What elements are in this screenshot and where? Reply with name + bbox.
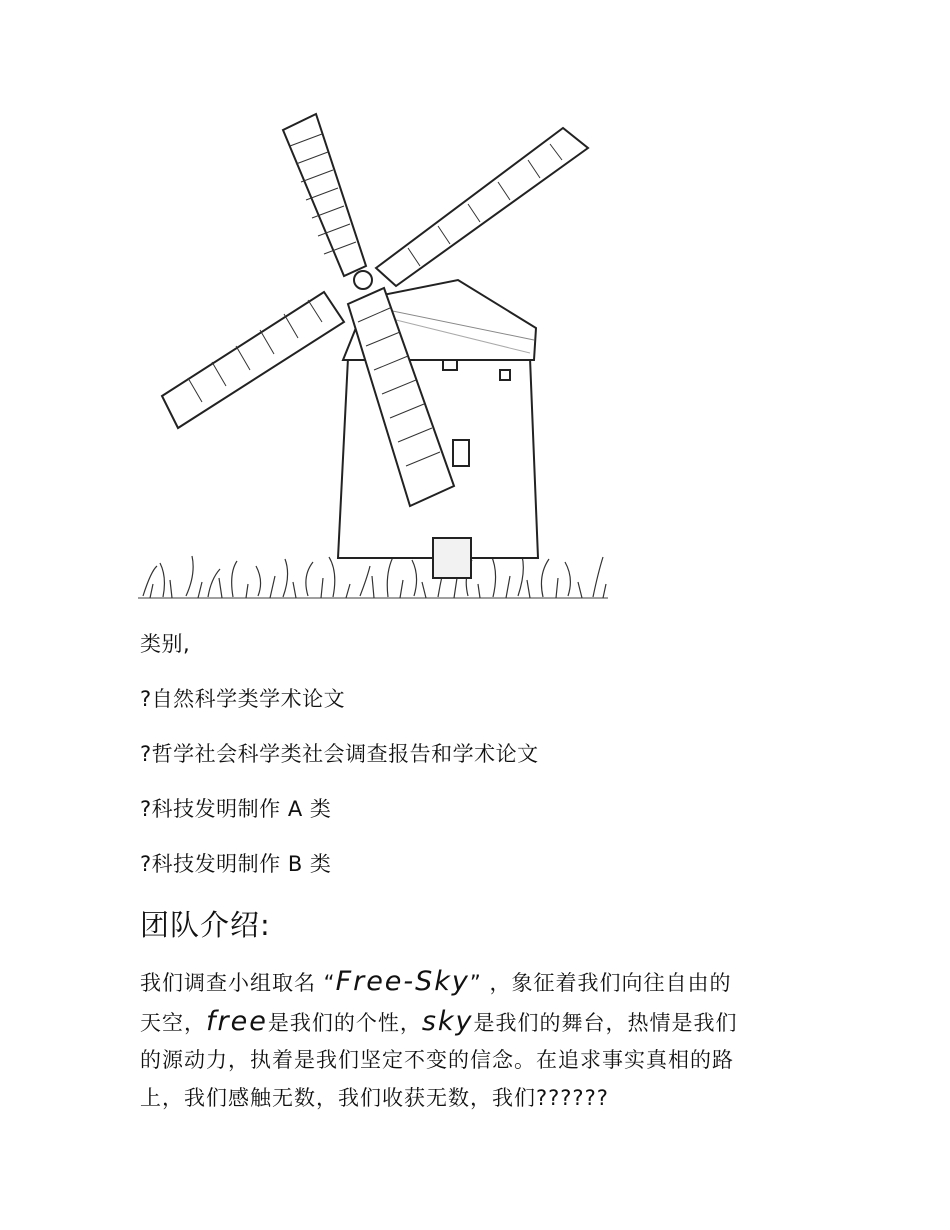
paragraph-text: 我们调查小组取名 “ [140, 971, 336, 995]
paragraph-line [140, 1003, 810, 1043]
paragraph-text: 是我们的个性， [267, 1010, 422, 1035]
team-paragraph [140, 963, 810, 1117]
category-item: ?科技发明制作 B 类 [140, 852, 332, 876]
team-heading: 团队介绍: [140, 908, 271, 942]
grass-ground [138, 553, 608, 598]
free-emphasis: free [206, 1005, 268, 1037]
category-item: ?哲学社会科学类社会调查报告和学术论文 [140, 742, 539, 766]
sky-emphasis: sky [421, 1005, 474, 1037]
paragraph-line: 上，我们感触无数，我们收获无数，我们?????? [140, 1085, 609, 1110]
category-label: 类别, [140, 632, 191, 656]
category-item: ?自然科学类学术论文 [140, 687, 346, 711]
paragraph-text: ” ，象征着我们向往自由的 [469, 971, 732, 995]
category-item: ?科技发明制作 A 类 [140, 797, 332, 821]
paragraph-text: 是我们的舞台，热情是我们 [473, 1010, 738, 1035]
hub [354, 271, 372, 289]
windmill-sketch [138, 108, 608, 600]
paragraph-text: 天空， [140, 1010, 206, 1035]
paragraph-line [140, 963, 810, 1003]
paragraph-line: 的源动力，执着是我们坚定不变的信念。在追求事实真相的路 [140, 1048, 734, 1072]
windmill-sketch-image [138, 108, 608, 600]
team-name-emphasis: Free-Sky [335, 966, 470, 997]
